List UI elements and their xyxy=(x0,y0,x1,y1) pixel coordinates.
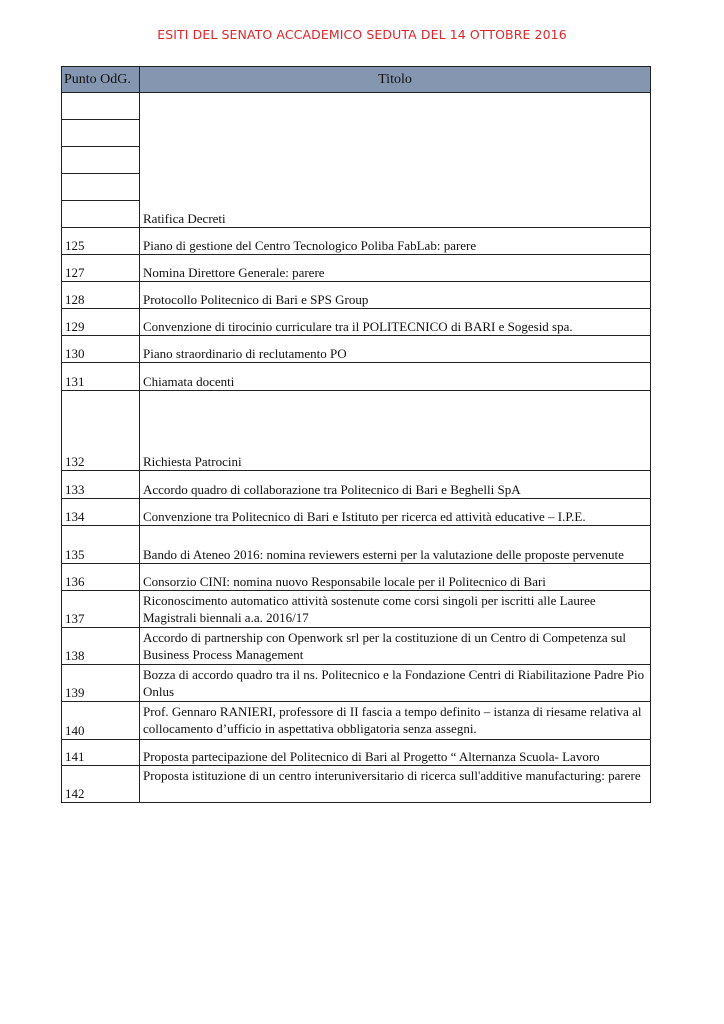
row-title: Prof. Gennaro RANIERI, professore di II fascia a tempo definito – istanza di riesame relativa al collocamento d’ufficio in aspettativa obbligatoria senza assegni. xyxy=(140,702,651,740)
table-row xyxy=(62,740,651,766)
table-row xyxy=(62,526,651,564)
row-title: Consorzio CINI: nomina nuovo Responsabile locale per il Politecnico di Bari xyxy=(140,564,651,591)
table-header-row xyxy=(62,67,651,93)
table-row xyxy=(62,93,651,120)
table-row xyxy=(62,665,651,702)
table-row xyxy=(62,336,651,363)
row-title: Richiesta Patrocini xyxy=(140,391,651,471)
row-number-cell xyxy=(62,93,140,120)
table-row xyxy=(62,228,651,255)
row-number: 131 xyxy=(62,363,140,391)
row-title: Piano straordinario di reclutamento PO xyxy=(140,336,651,363)
row-title: Piano di gestione del Centro Tecnologico Poliba FabLab: parere xyxy=(140,228,651,255)
row-title: Bando di Ateneo 2016: nomina reviewers esterni per la valutazione delle proposte pervenute xyxy=(140,526,651,564)
row-title: Convenzione di tirocinio curriculare tra il POLITECNICO di BARI e Sogesid spa. xyxy=(140,309,651,336)
row-number: 127 xyxy=(62,255,140,282)
row-title: Accordo quadro di collaborazione tra Politecnico di Bari e Beghelli SpA xyxy=(140,471,651,499)
table-row xyxy=(62,471,651,499)
header-punto-odg: Punto OdG. xyxy=(62,67,140,93)
table-row xyxy=(62,255,651,282)
table-row xyxy=(62,309,651,336)
row-number: 137 xyxy=(62,591,140,628)
table-row xyxy=(62,564,651,591)
row-number: 125 xyxy=(62,228,140,255)
row-title: Nomina Direttore Generale: parere xyxy=(140,255,651,282)
row-number: 136 xyxy=(62,564,140,591)
row-number: 135 xyxy=(62,526,140,564)
table-row xyxy=(62,766,651,803)
row-number: 129 xyxy=(62,309,140,336)
row-number: 134 xyxy=(62,499,140,526)
table-row xyxy=(62,282,651,309)
table-row xyxy=(62,363,651,391)
row-number: 140 xyxy=(62,702,140,740)
row-title: Accordo di partnership con Openwork srl per la costituzione di un Centro di Competenza sul Business Process Management xyxy=(140,628,651,665)
table-row xyxy=(62,591,651,628)
row-number-cell xyxy=(62,201,140,228)
row-number-cell xyxy=(62,120,140,147)
row-title: Chiamata docenti xyxy=(140,363,651,391)
ratifica-title-cell: Ratifica Decreti xyxy=(140,93,651,228)
row-number: 128 xyxy=(62,282,140,309)
row-title: Protocollo Politecnico di Bari e SPS Group xyxy=(140,282,651,309)
row-title: Bozza di accordo quadro tra il ns. Politecnico e la Fondazione Centri di Riabilitazione Padre Pio Onlus xyxy=(140,665,651,702)
row-number: 133 xyxy=(62,471,140,499)
row-number-cell xyxy=(62,174,140,201)
row-title: Proposta partecipazione del Politecnico di Bari al Progetto “ Alternanza Scuola- Lavoro xyxy=(140,740,651,766)
header-titolo: Titolo xyxy=(140,67,651,93)
row-number: 138 xyxy=(62,628,140,665)
row-title: Riconoscimento automatico attività sostenute come corsi singoli per iscritti alle Lauree Magistrali biennali a.a. 2016/17 xyxy=(140,591,651,628)
row-title: Proposta istituzione di un centro interuniversitario di ricerca sull'additive manufacturing: parere xyxy=(140,766,651,803)
document-title: ESITI DEL SENATO ACCADEMICO SEDUTA DEL 14 OTTOBRE 2016 xyxy=(157,27,567,42)
row-number: 130 xyxy=(62,336,140,363)
row-number-cell xyxy=(62,147,140,174)
table-row xyxy=(62,628,651,665)
table-row xyxy=(62,391,651,471)
table-row xyxy=(62,702,651,740)
odg-table xyxy=(61,66,651,803)
table-row xyxy=(62,499,651,526)
row-number: 132 xyxy=(62,391,140,471)
row-number: 141 xyxy=(62,740,140,766)
row-number: 139 xyxy=(62,665,140,702)
row-title: Convenzione tra Politecnico di Bari e Istituto per ricerca ed attività educative – I.P.E. xyxy=(140,499,651,526)
row-number: 142 xyxy=(62,766,140,803)
